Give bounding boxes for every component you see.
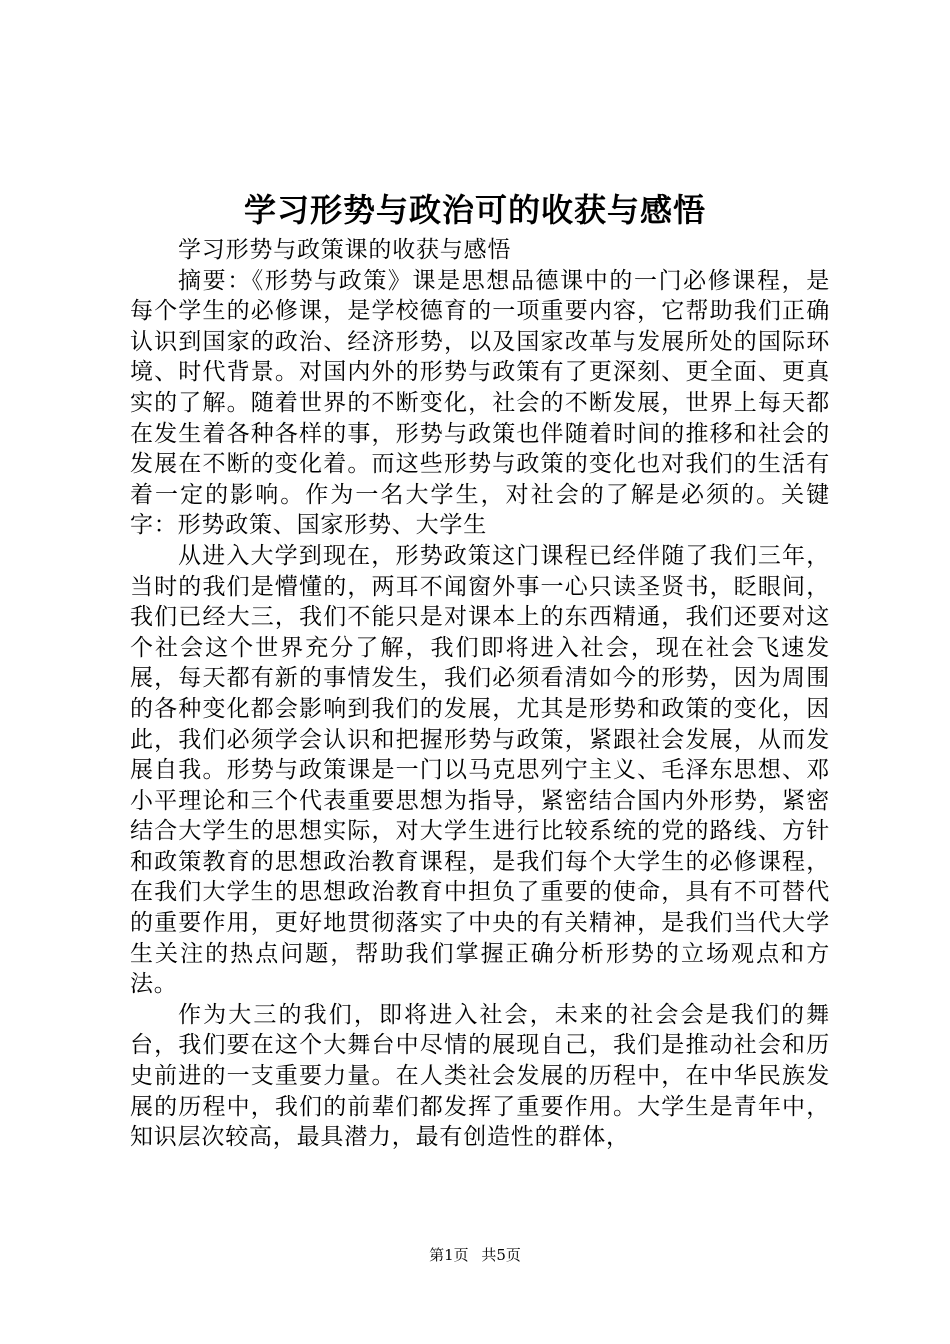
document-body — [130, 235, 830, 1153]
page-number: 第1页 — [429, 1246, 469, 1264]
page-total: 共5页 — [481, 1246, 521, 1264]
document-title: 学习形势与政治可的收获与感悟 — [243, 191, 706, 229]
page-footer — [0, 1245, 950, 1265]
subtitle-paragraph: 学习形势与政策课的收获与感悟 — [178, 237, 512, 263]
body-paragraph: 作为大三的我们，即将进入社会，未来的社会会是我们的舞台，我们要在这个大舞台中尽情的展现自己，我们是推动社会和历史前进的一支重要力量。在人类社会发展的历程中，在中华民族发展的历程中，我们的前辈们都发挥了重要作用。大学生是青年中，知识层次较高，最具潜力，最有创造性的群体， — [130, 1001, 830, 1151]
abstract-paragraph: 摘要：《形势与政策》课是思想品德课中的一门必修课程，是每个学生的必修课，是学校德育的一项重要内容，它帮助我们正确认识到国家的政治、经济形势，以及国家改革与发展所处的国际环境、时代背景。对国内外的形势与政策有了更深刻、更全面、更真实的了解。随着世界的不断变化，社会的不断发展，世界上每天都在发生着各种各样的事，形势与政策也伴随着时间的推移和社会的发展在不断的变化着。而这些形势与政策的变化也对我们的生活有着一定的影响。作为一名大学生，对社会的了解是必须的。关键字：形势政策、国家形势、大学生 — [130, 267, 830, 539]
body-paragraph: 从进入大学到现在，形势政策这门课程已经伴随了我们三年，当时的我们是懵懂的，两耳不闻窗外事一心只读圣贤书，眨眼间，我们已经大三，我们不能只是对课本上的东西精通，我们还要对这个社会这个世界充分了解，我们即将进入社会，现在社会飞速发展，每天都有新的事情发生，我们必须看清如今的形势，因为周围的各种变化都会影响到我们的发展，尤其是形势和政策的变化，因此，我们必须学会认识和把握形势与政策，紧跟社会发展，从而发展自我。形势与政策课是一门以马克思列宁主义、毛泽东思想、邓小平理论和三个代表重要思想为指导，紧密结合国内外形势，紧密结合大学生的思想实际，对大学生进行比较系统的党的路线、方针和政策教育的思想政治教育课程，是我们每个大学生的必修课程，在我们大学生的思想政治教育中担负了重要的使命，具有不可替代的重要作用，更好地贯彻落实了中央的有关精神，是我们当代大学生关注的热点问题，帮助我们掌握正确分析形势的立场观点和方法。 — [130, 542, 830, 998]
